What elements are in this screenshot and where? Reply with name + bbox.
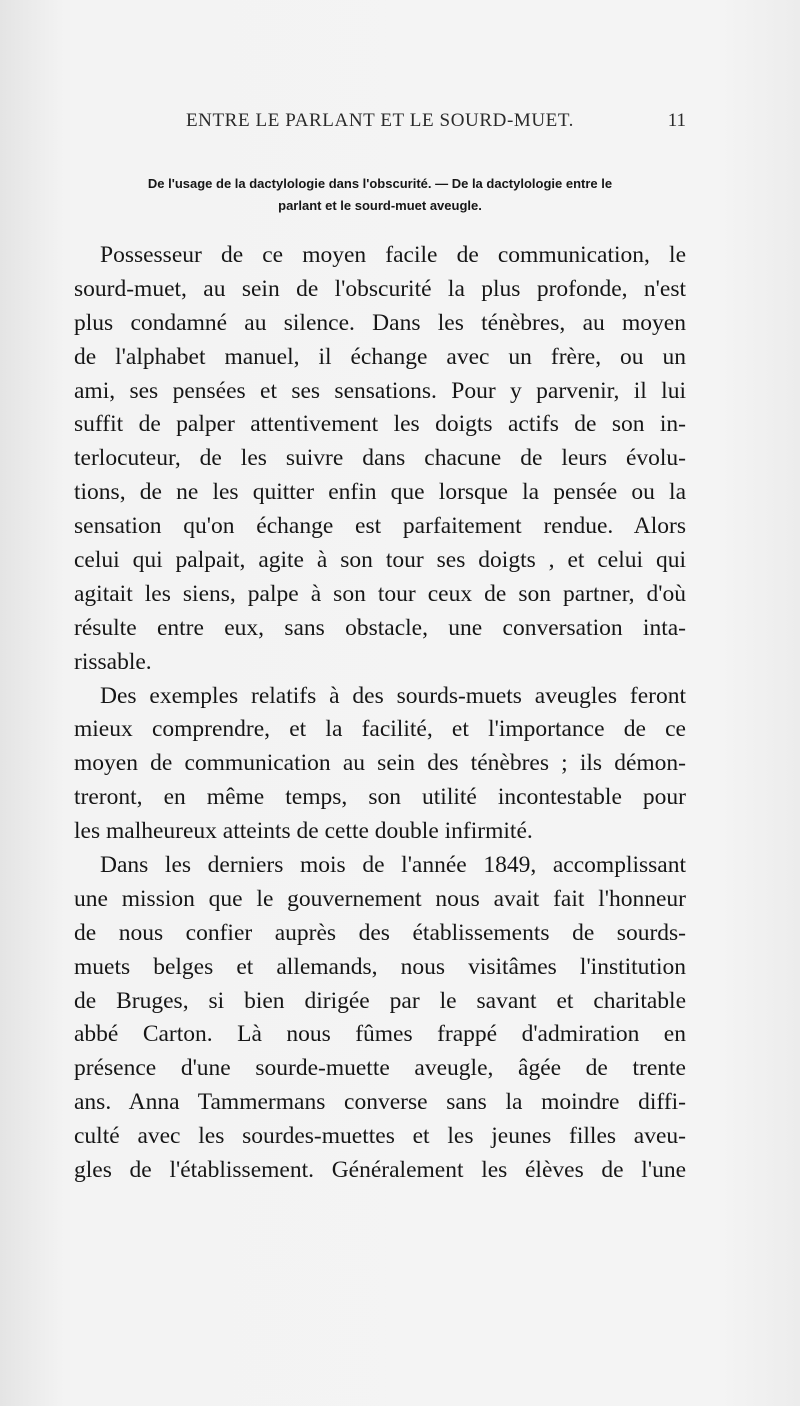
text-line: une mission que le gouvernement nous avait fait l'honneur xyxy=(74,885,686,912)
text-line: Dans les derniers mois de l'année 1849, accomplissant xyxy=(100,852,686,879)
text-line: ami, ses pensées et ses sensations. Pour y parvenir, il lui xyxy=(74,377,686,404)
summary-line: parlant et le sourd-muet aveugle. xyxy=(278,198,482,213)
text-line: Des exemples relatifs à des sourds-muets aveugles feront xyxy=(100,682,686,709)
summary-line: De l'usage de la dactylologie dans l'obscurité. — De la dactylologie entre le xyxy=(147,176,613,191)
body-text xyxy=(74,239,686,1188)
text-line: de Bruges, si bien dirigée par le savant et charitable xyxy=(74,987,686,1014)
paragraph-1 xyxy=(74,239,686,680)
text-line: sourd-muet, au sein de l'obscurité la plus profonde, n'est xyxy=(74,275,686,302)
paragraph-3 xyxy=(74,849,686,1188)
text-line: mieux comprendre, et la facilité, et l'importance de ce xyxy=(74,716,686,743)
section-summary xyxy=(74,173,686,217)
paragraph-2 xyxy=(74,680,686,849)
text-line: celui qui palpait, agite à son tour ses doigts , et celui qui xyxy=(74,547,686,574)
text-line: plus condamné au silence. Dans les ténèbres, au moyen xyxy=(74,309,686,336)
text-line: rissable. xyxy=(74,648,152,675)
text-line: moyen de communication au sein des ténèbres ; ils démon- xyxy=(74,750,686,777)
text-line: de nous confier auprès des établissements de sourds- xyxy=(74,919,686,946)
text-line: culté avec les sourdes-muettes et les jeunes filles aveu- xyxy=(74,1123,686,1150)
text-line: tions, de ne les quitter enfin que lorsque la pensée ou la xyxy=(74,479,686,506)
text-line: Possesseur de ce moyen facile de communication, le xyxy=(100,242,686,268)
running-title: ENTRE LE PARLANT ET LE SOURD-MUET. xyxy=(185,110,575,131)
text-line: résulte entre eux, sans obstacle, une conversation inta- xyxy=(74,614,686,641)
text-line: de l'alphabet manuel, il échange avec un frère, ou un xyxy=(74,343,686,370)
text-line: muets belges et allemands, nous visitâmes l'institution xyxy=(74,953,686,980)
text-line: treront, en même temps, son utilité incontestable pour xyxy=(74,784,686,811)
text-line: sensation qu'on échange est parfaitement rendue. Alors xyxy=(74,513,686,540)
text-line: agitait les siens, palpe à son tour ceux de son partner, d'où xyxy=(74,580,686,607)
text-line: présence d'une sourde-muette aveugle, âgée de trente xyxy=(74,1055,686,1082)
text-line: suffit de palper attentivement les doigts actifs de son in- xyxy=(74,411,686,438)
text-line: les malheureux atteints de cette double infirmité. xyxy=(74,818,533,845)
text-line: abbé Carton. Là nous fûmes frappé d'admiration en xyxy=(74,1021,686,1048)
running-head xyxy=(74,110,686,142)
text-line: ans. Anna Tammermans converse sans la moindre diffi- xyxy=(74,1089,686,1116)
text-line: terlocuteur, de les suivre dans chacune de leurs évolu- xyxy=(74,445,686,472)
page-number: 11 xyxy=(667,110,686,131)
text-line: gles de l'établissement. Généralement les élèves de l'une xyxy=(74,1157,686,1184)
